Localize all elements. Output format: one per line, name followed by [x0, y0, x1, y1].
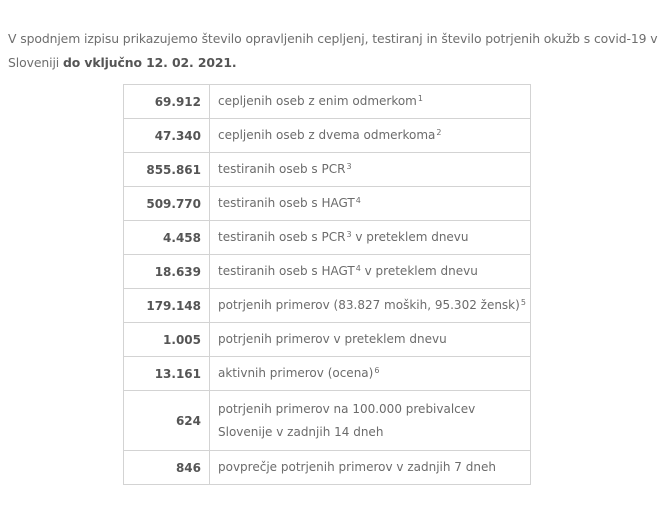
- row-label: testiranih oseb s HAGT: [218, 196, 355, 210]
- intro-date: do vključno 12. 02. 2021.: [62, 55, 237, 70]
- table-row: [124, 357, 531, 391]
- row-label-cell: [210, 323, 531, 357]
- row-value: 846: [124, 451, 210, 485]
- row-label-cell: [210, 85, 531, 119]
- row-label-suffix: v preteklem dnevu: [360, 264, 478, 278]
- row-value: 1.005: [124, 323, 210, 357]
- row-label: potrjenih primerov (83.827 moških, 95.302 žensk): [218, 298, 520, 312]
- row-label-cell: [210, 255, 531, 289]
- row-label: potrjenih primerov na 100.000 prebivalcev Slovenije v zadnjih 14 dneh: [218, 401, 476, 439]
- row-label-cell: [210, 119, 531, 153]
- row-label-cell: [210, 357, 531, 391]
- row-value: 179.148: [124, 289, 210, 323]
- row-label-cell: [210, 187, 531, 221]
- row-value: 624: [124, 391, 210, 451]
- row-label: aktivnih primerov (ocena): [218, 366, 374, 380]
- row-label: testiranih oseb s PCR: [218, 162, 346, 176]
- row-label: potrjenih primerov v preteklem dnevu: [218, 332, 447, 346]
- table-row: [124, 391, 531, 451]
- row-value: 509.770: [124, 187, 210, 221]
- table-row: [124, 323, 531, 357]
- table-row: [124, 119, 531, 153]
- intro-text: V spodnjem izpisu prikazujemo število opravljenih cepljenj, testiranj in število potrjenih okužb s covid-19 v Sloveniji: [8, 31, 658, 70]
- row-label-cell: [210, 153, 531, 187]
- row-label: testiranih oseb s PCR: [218, 230, 346, 244]
- row-value: 13.161: [124, 357, 210, 391]
- row-label-cell: [210, 451, 531, 485]
- row-label-cell: [210, 391, 531, 451]
- footnote-marker: 2: [436, 128, 442, 137]
- row-label: cepljenih oseb z enim odmerkom: [218, 94, 417, 108]
- table-row: [124, 221, 531, 255]
- footnote-marker: 5: [520, 298, 526, 307]
- row-value: 47.340: [124, 119, 210, 153]
- table-row: [124, 85, 531, 119]
- footnote-marker: 4: [355, 196, 361, 205]
- table-row: [124, 289, 531, 323]
- row-value: 18.639: [124, 255, 210, 289]
- table-row: [124, 255, 531, 289]
- table-row: [124, 451, 531, 485]
- row-label: cepljenih oseb z dvema odmerkoma: [218, 128, 436, 142]
- row-value: 4.458: [124, 221, 210, 255]
- table-row: [124, 153, 531, 187]
- footnote-marker: 4: [355, 264, 361, 273]
- row-label-suffix: v preteklem dnevu: [351, 230, 469, 244]
- row-label-cell: [210, 289, 531, 323]
- footnote-marker: 1: [417, 94, 423, 103]
- row-value: 69.912: [124, 85, 210, 119]
- footnote-marker: 3: [346, 162, 352, 171]
- row-label-cell: [210, 221, 531, 255]
- row-value: 855.861: [124, 153, 210, 187]
- intro-paragraph: [8, 27, 658, 75]
- footnote-marker: 6: [374, 366, 380, 375]
- statistics-table: [123, 84, 531, 485]
- row-label: povprečje potrjenih primerov v zadnjih 7 dneh: [218, 460, 496, 474]
- table-row: [124, 187, 531, 221]
- footnote-marker: 3: [346, 230, 352, 239]
- row-label: testiranih oseb s HAGT: [218, 264, 355, 278]
